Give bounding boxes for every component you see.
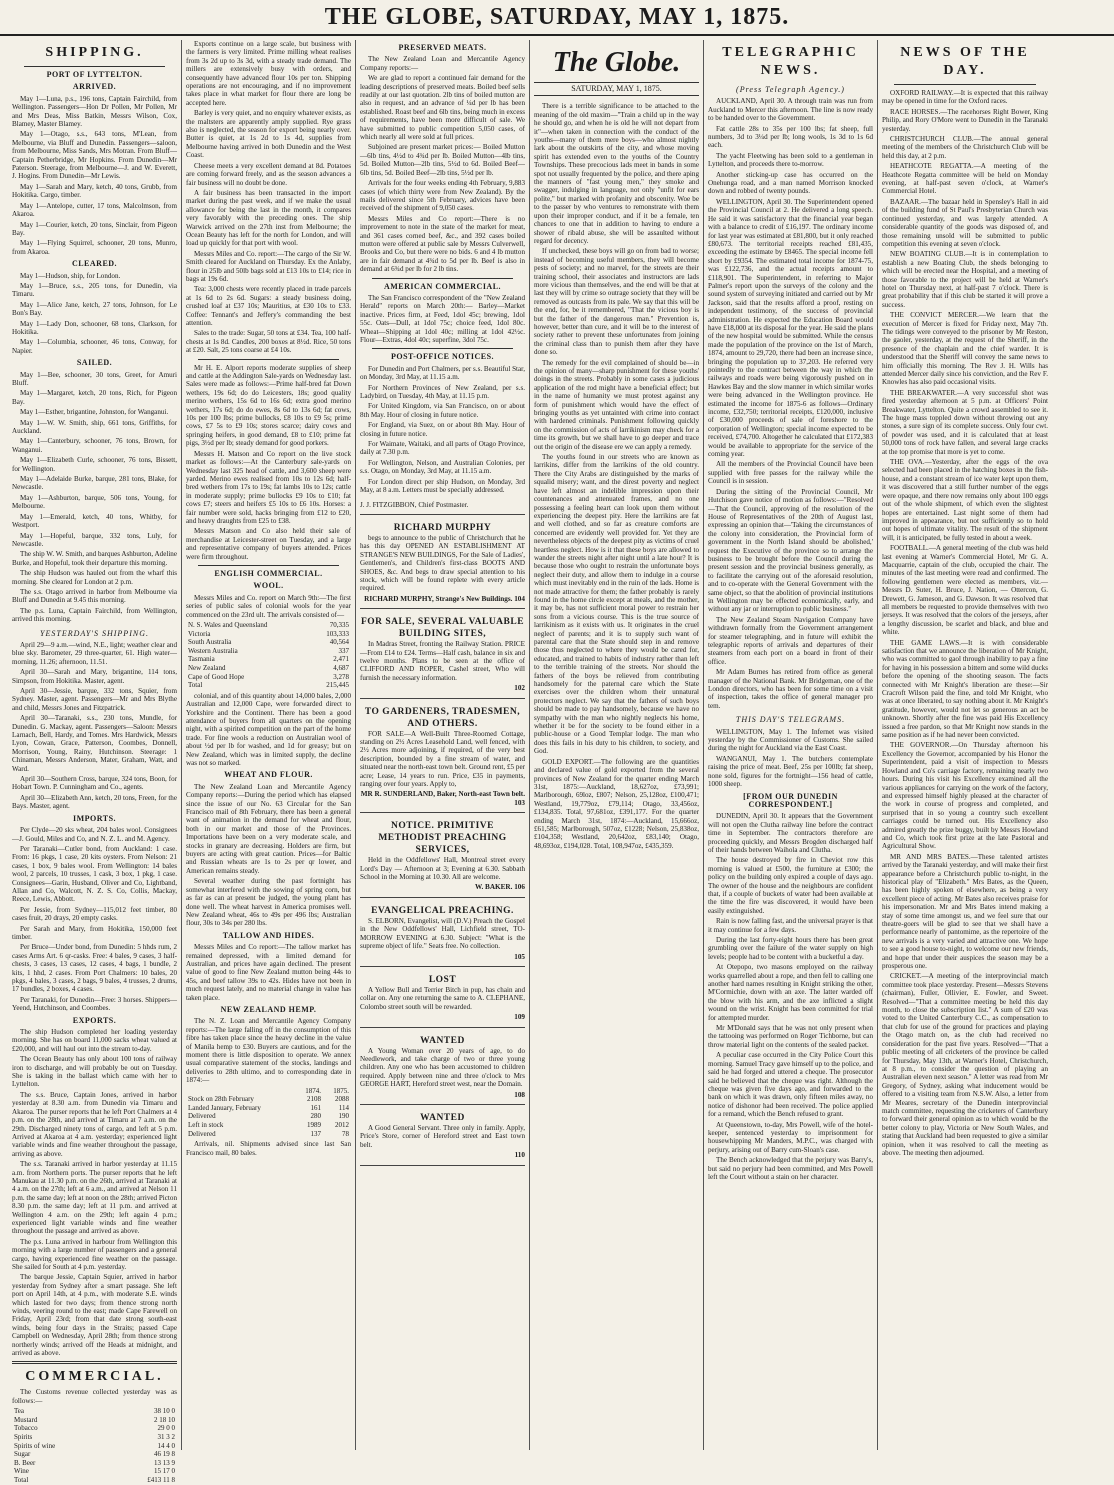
hemp-1874: 2108 — [306, 1095, 321, 1104]
paragraph: May 1—Emerald, ketch, 40 tons, Whitby, for Westport. — [12, 512, 177, 530]
paragraph: CHRISTCHURCH CLUB.—The annual general meeting of the members of the Christchurch Club will be held this day, at 2 p.m. — [882, 135, 1048, 160]
paragraph: May 1—Otago, s.s., 643 tons, M'Lean, from Melbourne, via Bluff and Dunedin. Passengers—saloon, from Melbourne, Miss Sands, Mrs Motran. From Bluff—Captain Petherbridge, Mr Hopkins. From Dunedin—Mr Paterson. Steerage, from Melbourne—J. and W. Everett, J. Hogins. From Dunedin—Mr Lewis. — [12, 130, 177, 181]
paragraph: Subjoined are present market prices:— Boiled Mutton—6lb tins, 4½d to 4¾d per lb. Boiled Mutton—4lb tins, 5d. Boiled Mutton—2lb tins, 5½d to 6d. Boiled Beef—6lb tins, 5d. Boiled Beef—2lb tins, 5½d per lb. — [360, 143, 525, 177]
customs-amount: 46 19 8 — [154, 1450, 175, 1459]
paragraph: The New Zealand Steam Navigation Company have withdrawn formally from the Government arrangement for steamer telegraphing, and in future will exhibit the telegraphic reports of arrivals and departures of their steamers from each port on a board in front of their office. — [708, 615, 873, 666]
customs-item: Wine — [14, 1467, 29, 1476]
wool-text: colonial, and of this quantity about 14,000 bales, 2,000 Australian and 12,000 Cape, were forwarded direct to Yorkshire and the Continent. There has been a good attendance of buyers from all quarters on the opening night, with a spirited competition on the part of the home trade. For fine wools a reduction on Australian wool of about ½d per lb for washed, and 1d for greasy; but on New Zealand, which was in limited supply, the decline was not so marked. — [186, 691, 351, 767]
page-columns — [8, 40, 1106, 1485]
paragraph: For England, via Suez, on or about 8th May. Hour of closing in future notice. — [360, 421, 525, 438]
wool-bales: 337 — [338, 646, 349, 655]
table-row — [186, 1104, 351, 1113]
paragraph: For Northern Provinces of New Zealand, per s.s. Ladybird, on Tuesday, 4th May, at 11.15 p.m. — [360, 383, 525, 401]
wool-bales: 103,333 — [326, 629, 349, 638]
customs-item: Mustard — [14, 1415, 38, 1424]
divider — [198, 565, 339, 566]
ad-title: FOR SALE, SEVERAL VALUABLE BUILDING SITES, — [360, 617, 525, 640]
ad-signature: 108 — [514, 1090, 525, 1099]
ad-body: begs to announce to the public of Christchurch that he has this day OPENED AN ESTABLISHMENT AT STRANGE'S NEW BUILDINGS, For the Sale of Ladies', Gentlemen's, and Children's first-class BOOTS AND SHOES, &c. And begs to draw special attention to his stock, which will be found replete with every article required. — [360, 533, 525, 593]
paragraph: For London direct per ship Hudson, on Monday, 3rd May, at 8 a.m. Letters must be specially addressed. — [360, 477, 525, 495]
table-row — [186, 1130, 351, 1139]
wool-bales: 3,278 — [333, 672, 349, 681]
paragraph: There is a terrible significance to be attached to the meaning of the old maxim—"Train a child up in the way he should go, and when he is old he will not depart from it"—when taken in connection with the conduct of the youths—many of them mere boys—who almost nightly lark about the outskirts of the city, and whose moving spirit has extended even to the youths of the Country Townships. These precocious lads meet in bands in some spot not usually frequented by the police, and there aping the manners of "fast young men," they smoke and swagger, indulging in language, not only "unfit for ears polite," but marked with profanity and obscenity. Woe be to the passer by who ventures to remonstrate with them upon their improper conduct, and if it be a female, ten chances to one that in addition to having to endure a shower of ribald abuse, she will be assaulted without regard for decency. — [534, 102, 699, 245]
paragraph: Rain is now falling fast, and the universal prayer is that it may continue for a few days. — [708, 917, 874, 934]
paragraph: April 29—9 a.m.—wind, N.E., light; weather clear and blue sky. Barometer, 29 three-quarter, 61. High water—morning, 11.26; afternoon, 11.51. — [12, 640, 177, 666]
customs-item: Tobacco — [14, 1424, 38, 1433]
paragraph: THE GAME LAWS.—It is with considerable satisfaction that we announce the liberation of Mr Knight, who was committed to gaol through inability to pay a fine for having in his possession a bittern and some wild ducks before the opening of the shooting season. The facts connected with Mr Knight's liberation are these:—Sir Cracroft Wilson paid the fine, and told Mr Knight, who was at once liberated, to say nothing about it. Mr Knight's gratitude, however, would not let so generous an act be unknown. Shortly after the fine was paid His Excellency issued a free pardon, so that Mr Knight now stands in the same position as if he had never been convicted. — [882, 638, 1048, 740]
table-row — [186, 647, 351, 656]
wool-bales: 70,335 — [329, 621, 349, 629]
hemp-1875: 190 — [338, 1112, 349, 1121]
paragraph: THE BREAKWATER.—A very successful shot was fired yesterday afternoon at 5 p.m. at Officers' Point Breakwater, Lyttelton. Quite a crowd assembled to see it. The huge mass toppled down without throwing out any stones, a sure sign of its complete success. Only four cwt. of powder was used, and it is calculated that at least 50,000 tons of rock have fallen, and several large cracks at the top promise that more is yet to come. — [882, 388, 1048, 456]
editorial-column — [530, 40, 704, 1450]
notices-column — [356, 40, 530, 1450]
wheat-text: The New Zealand Loan and Mercantile Agency Company reports:—During the period which has elapsed since the issue of our No. 63 Circular for the San Francisco mail of 8th February, there has been a general want of animation in the demand for wheat and flour, both in our market and those of the Provinces. Importations have been on a very moderate scale, and stocks in granary are decreasing. Holders are firm, but buyers are acting with great caution. Prices—for Baltic and Russian wheats are 1s to 2s per qr lower, and American remains steady. — [186, 782, 351, 875]
yesterday-list — [12, 641, 177, 811]
hemp-label: Landed January, February — [188, 1103, 261, 1112]
hemp-col-label — [186, 1087, 295, 1096]
customs-item: Spirits of wine — [14, 1441, 56, 1450]
paragraph: May 1—Hudson, ship, for London. — [20, 271, 121, 280]
divider — [12, 1361, 177, 1364]
dunedin-news — [708, 812, 873, 1181]
paragraph: May 1—Antelope, cutter, 17 tons, Malcolmson, from Akaroa. — [12, 201, 177, 219]
paragraph: A peculiar case occurred in the City Police Court this morning. Samuel Tracy gave himself up to the police, and said he had forged and uttered a cheque. The prosecutor said he believed that the cheque was right. Although the cheque was given five days ago, and forwarded to the bank on which it was drawn, only fifteen miles away, no notice of dishonor had been received. The police applied for a remand, which the Bench refused to grant. — [708, 1051, 873, 1119]
paragraph: Mr Adam Burnes has retired from office as general manager of the National Bank. Mr Bridgeman, one of the London directors, who has been for some time on a visit of inspection, takes the office of general manager pro tem. — [708, 668, 873, 710]
paragraph: Arrivals for the four weeks ending 4th February, 9,883 cases (of which thirty were from New Zealand). By the mails delivered since 5th February, advices have been received of the shipment of 9,050 cases. — [360, 179, 525, 213]
advertisement — [360, 901, 525, 967]
yesterday-heading: YESTERDAY'S SHIPPING. — [40, 628, 149, 638]
hemp-1875: 2012 — [335, 1121, 349, 1129]
customs-amount: £413 11 8 — [147, 1476, 175, 1485]
table-row — [12, 1459, 177, 1468]
customs-amount: 15 17 0 — [154, 1467, 175, 1476]
paragraph: May 1—Lady Don, schooner, 68 tons, Clarkson, for Hokitika. — [12, 319, 177, 336]
table-row — [12, 1467, 177, 1476]
customs-amount: 13 13 9 — [154, 1458, 175, 1467]
ad-signature: 109 — [514, 1013, 525, 1022]
paragraph: The s.s. Bruce, Captain Jones, arrived in harbor yesterday at 8.30 a.m. from Dunedin via Timaru and Akaroa. The purser reports that he left Port Chalmers at 4 p.m. on the 28th, and arrived at Timaru at 7 a.m. on the 29th. Discharged ninety tons of cargo, and left at 5 p.m. Arrived at Akaroa at 4 a.m. yesterday; experienced light variable winds and fine weather throughout the passage, arriving as above. — [12, 1090, 177, 1158]
customs-amount: 2 18 10 — [154, 1415, 175, 1424]
table-row — [186, 1095, 351, 1104]
paragraph: April 30—Sarah and Mary, brigantine, 114 tons, Simpson, from Hokitika. Master, agent. — [12, 668, 177, 685]
customs-amount: 38 10 0 — [154, 1407, 175, 1416]
news-heading: NEWS OF THE DAY. — [900, 45, 1030, 78]
tallow-text: Messrs Miles and Co report:—The tallow market has remained depressed, with a limited demand for Australian, and prices have again declined. The present value of good to fine New Zealand mutton being 44s to 45s, and beef tallow 39s to 42s. Hides have not been in much request lately, and no material change in value has taken place. — [186, 943, 351, 1002]
paragraph: CRICKET.—A meeting of the interprovincial match committee took place yesterday. Present—Messrs Stevens (chairman), Fuller, Ollivier, E. Fowler, and Sweet. Resolved—"That a committee meeting be held this day month, to close the subscription list." A sum of £20 was voted to the United Canterbury C.C., as compensation to that club for use of the ground for practices and playing the Otago match on, as the club had received no consideration for the past five years. Resolved—"That a public meeting of all cricketers of the province be called for Thursday, May 13th, at Warner's Hotel, Christchurch, at 8 p.m., to consider the question of playing an Australian eleven next season." A letter was read from Mr Gregory, of Sydney, asking what inducement would be offered to a visiting team from N.S.W. Also, a letter from Mr Meares, secretary of the Dunedin interprovincial match committee, requesting the cricketers of Canterbury to forward their general opinion as to which would be the better colony to play, Victoria or New South Wales, and stating that Auckland had been requested to give a similar opinion, when it was resolved to call the meeting as above. The meeting then adjourned. — [882, 972, 1048, 1157]
divider — [372, 348, 513, 349]
wool-colony: Western Australia — [188, 646, 238, 655]
customs-intro: The Customs revenue collected yesterday was as follows:— — [12, 1388, 177, 1405]
american-heading: AMERICAN COMMERCIAL. — [383, 281, 502, 291]
ad-body: A Good General Servant. Three only in family. Apply, Price's Store, corner of Hereford street and East town belt. — [360, 1123, 525, 1149]
paragraph: During the last forty-eight hours there has been great grumbling over the failure of the water supply on high levels; people had to be content with a bucketful a day. — [708, 936, 873, 961]
customs-item: Spirits — [14, 1433, 33, 1442]
paragraph: Mr M'Donald says that he was not only present when the tattooing was performed on Roger Tichborne, but can throw material light on the contents of the sealed packet. — [708, 1024, 873, 1049]
paragraph: THE GOVERNOR.—On Thursday afternoon his Excellency the Governor, accompanied by his Honor the Superintendent, paid a visit of inspection to Messrs Howland and Co's carriage factory, remaining nearly two hours. During his visit his Excellency examined all the various appliances for carrying on the work of the factory, and expressed himself highly pleased at the character of the work in course of progress and completed, and surprised that in so young a country such excellent carriages could be turned out. His Excellency also admired greatly the prize buggy, built by Messrs Howland and Co, which took first prize at the late Pastoral and Agricultural Show. — [882, 741, 1048, 851]
ad-body: FOR SALE—A Well-Built Three-Roomed Cottage, standing on 2½ Acres Leasehold Land, well fenced, with 2½ Acres more adjoining, if required, of the very best description, bounded by a fine stream of water, and situated near the north-east town belt. Ground rent, £5 per acre; Lease, 14 years to run. Price, £35 in payments, ranging over four years. Apply to, — [360, 729, 525, 789]
customs-amount: 31 3 2 — [157, 1433, 175, 1442]
hemp-1874: 161 — [310, 1103, 321, 1112]
paragraph: AUCKLAND, April 30. A through train was run from Auckland to Mercer this afternoon. The line is now ready to be handed over to the Government. — [708, 97, 873, 123]
hemp-text: The N. Z. Loan and Mercantile Agency Company reports:—The large falling off in the consumption of this fibre has taken place since the heavy decline in the value of Manila hemp to £30. Buyers are cautious, and for the moment there is little disposition to operate. We annex usual comparative statement of the stocks, landings and deliveries to 28th ultimo, and to corresponding date in 1874:— — [186, 1017, 351, 1085]
hemp-footer: Arrivals, nil. Shipments advised since last San Francisco mail, 80 bales. — [186, 1140, 351, 1157]
paragraph: At Otepopo, two masons employed on the railway works quarrelled about a rope, and then fell to calling one another hard names resulting in Knight striking the other, M'Cormichie, down with an axe. The latter warded off the blow with his arm, and the axe inflicted a slight wound on the wrist. Knight has been committed for trial for attempted murder. — [708, 963, 873, 1022]
hemp-1874: 137 — [310, 1129, 321, 1138]
american-text: The San Francisco correspondent of the "New Zealand Herald" reports on March 20th:— Barley—Market inactive. Prices firm, at Feed, 1dol 45c; brewing, 1dol 55c. Oats—Dull, at 1dol 75c; choice feed, 1dol 80c. Wheat—Shipping at 1dol 40c; milling at 1dol 42½c. Flour—Extras, 4dol 40c; superfine, 3dol 75c. — [360, 293, 525, 344]
ad-body: In Madras Street, fronting the Railway Station. PRICE—From £14 to £24. Terms—Half cash, balance in six and twelve months. Plans to be seen at the office of CLIFFORD AND ROPER, Cashel street, Who will furnish the necessary information. — [360, 640, 525, 682]
arrived-list — [12, 95, 177, 256]
wool-bales: 215,445 — [326, 681, 349, 690]
paragraph: Per Taranaki, for Dunedin—Free: 3 horses. Shippers—Yeend, Hutchinson, and Coombes. — [12, 995, 177, 1013]
customs-amount: 29 0 0 — [157, 1424, 175, 1433]
table-row — [12, 1407, 177, 1416]
english-commercial-heading: ENGLISH COMMERCIAL. — [214, 568, 323, 578]
advertisement — [360, 612, 525, 698]
paragraph: The remedy for the evil complained of should be—in the opinion of many—sharp punishment for these youths' doings in the streets. Probably in some cases a judicious application of the rod might have a beneficial effect; but in the name of humanity we must protest against any form of punishment which would have the effect of bringing youths as yet untainted with crime into contact with hardened criminals. Punishment following quickly on the commission of acts of larrikinism may check for a time its growth, but we shall have to go deeper and trace out the origin of the disease ere we can apply a remedy. — [534, 358, 699, 451]
telegraph-news — [708, 97, 873, 710]
paragraph: WELLINGTON, April 30. The Superintendent opened the Provincial Council at 2. He delivered a long speech. He said it was satisfactory that the financial year began with a balance to credit of £16,197. The ordinary income for last year was estimated at £81,800, but it only reached £80,673. The territorial receipts reached £81,435, exceeding the estimate by £8465. The special income fell short by £9354. The estimated total income for 1874-75, was £122,736, and the actual receipts amount to £118,901. The Superintendent, in referring to Major Palmer's report upon the surveys of the colony and the sound system of surveying initiated and carried out by Mr Jackson, said that the results afford a proof, resting on independent testimony, of the success of provincial administration. He expected the Education Board would have £18,000 at its disposal for the year. He said the plans of the new hospital would be submitted. While the census made the population of the province on the 1st of March, 1874, amount to 29,720, there had been an increase since, bringing the population up to 37,203. He referred very pointedly to the contract between the way in which the railways and roads were being vigorously pushed on in Hawkes Bay and the slow manner in which similar works were being advanced in the Wellington province. He estimated the income for 1875-6 as follows—Ordinary income, £32,750; territorial receipts, £120,000, inclusive of £30,000 proceeds of sale of foreshore to the corporation of Wellington; special income expected to be received, £74,700. Altogether he calculated that £172,383 would be available to appropriate for the service of the coming year. — [708, 197, 873, 459]
paragraph: May 1—Alice Jane, ketch, 27 tons, Johnson, for Le Bon's Bay. — [12, 300, 177, 318]
paragraph: May 1—W. W. Smith, ship, 661 tons, Griffiths, for Auckland. — [12, 418, 177, 436]
paragraph: BAZAAR.—The bazaar held in Spensley's Hall in aid of the building fund of St Paul's Presbyterian Church was continued yesterday, and was largely attended. A considerable quantity of the goods was disposed of, and those remaining unsold will be submitted to public competition this evening at seven o'clock. — [882, 197, 1048, 248]
paragraph: Cheese meets a very excellent demand at 8d. Potatoes are coming forward freely, and as the season advances a fair business will no doubt be done. — [186, 161, 351, 187]
paragraph: Messrs Matson and Co also held their sale of merchandise at Leicester-street on Tuesday, and a large and representative company of buyers attended. Prices were firm throughout. — [186, 527, 351, 561]
wool-bales: 4,687 — [333, 663, 349, 672]
wool-colony: Victoria — [188, 629, 211, 638]
advertisement — [360, 702, 525, 814]
hemp-1875: 114 — [338, 1103, 349, 1112]
wool-bales: 2,471 — [333, 655, 349, 664]
cleared-list — [12, 272, 177, 356]
hemp-label: Delivered — [188, 1112, 216, 1121]
ad-title: RICHARD MURPHY — [393, 522, 492, 533]
hemp-1875: 2088 — [335, 1095, 349, 1104]
editorial-dateline: SATURDAY, MAY 1, 1875. — [534, 82, 699, 96]
paragraph: The s.s. Otago arrived in harbor from Melbourne via Bluff and Dunedin at 9.45 this morning. — [12, 587, 177, 605]
advertisement — [360, 970, 525, 1028]
telegrams-list — [708, 728, 873, 789]
ad-body: A Yellow Bull and Terrier Bitch in pup, has chain and collar on. Any one returning the same to A. CLEPHANE, Colombo street south will be rewarded. — [360, 985, 525, 1011]
paragraph: Per Bruce—Under bond, from Dunedin: 5 hhds rum, 2 cases Arms Art. 6 qr-casks. Free: 4 bales, 9 cases, 3 half-chests, 3 cases, 13 cases, 12 cases, 4 bags, 1 bundle, 2 kits, 1 hhd, 2 cases. From Port Chalmers: 10 bales, 20 pkgs, 4 bales, 3 cases, 2 bags, 9 bales, 4 trusses, 2 drums, 17 bundles, 2 boxes, 4 cases. — [12, 943, 177, 994]
paragraph: The New Zealand Loan and Mercantile Agency Company reports:— — [360, 55, 525, 72]
table-row — [186, 621, 351, 630]
masthead: THE GLOBE, SATURDAY, MAY 1, 1875. — [0, 0, 1114, 36]
customs-amount: 14 4 0 — [157, 1441, 175, 1450]
advertisements — [360, 518, 525, 1166]
wool-bales: 40,564 — [329, 638, 349, 647]
paragraph: Sales to the trade: Sugar, 50 tons at £34. Tea, 100 half-chests at 1s 8d. Candles, 200 boxes at 8½d. Rice, 50 tons at £20. Salt, 25 tons coarse at £4 10s. — [186, 329, 351, 355]
tallow-label: TALLOW AND HIDES. — [222, 930, 315, 940]
paragraph: May 1—Bee, schooner, 30 tons, Greet, for Amuri Bluff. — [12, 370, 177, 387]
paragraph: NEW BOATING CLUB.—It is in contemplation to establish a new Boating Club, the sheds belonging to which will be erected near the Hospital, and a meeting of those favorable to the project will be held at Warner's hotel on Thursday next, at half-past 7 o'clock. There is great probability that if this club be started it will prove a success. — [882, 250, 1048, 309]
table-row — [186, 681, 351, 690]
paragraph: The Bench acknowledged that the perjury was Barry's, but said no perjury had been committed, and Mrs Powell left the Court without a stain on her character. — [708, 1156, 873, 1181]
news-items — [882, 89, 1048, 1157]
paragraph: Messrs H. Matson and Co report on the live stock market as follows:—At the Canterbury sale-yards on Wednesday last 325 head of cattle, and 3,600 sheep were yarded. Merino ewes realised from 10s to 12s 6d; half-bred wethers from 17s to 19s; fat lambs 10s to 12s; cattle in moderate supply; prime bullocks £9 10s to £10; fat cows £7; steers and heifers £5 10s to £6 10s. Horses: a fair number were sold, hacks bringing from £12 to £20, and heavy draughts from £25 to £38. — [186, 449, 351, 525]
ad-signature: MR R. SUNDERLAND, Baker, North-east Town belt. 103 — [360, 790, 525, 807]
ad-title: WANTED — [420, 1112, 465, 1123]
paragraph: May 1—Flying Squirrel, schooner, 20 tons, Munro, from Akaroa. — [12, 239, 177, 256]
table-row — [12, 1450, 177, 1459]
press-agency: (Press Telegraph Agency.) — [736, 85, 845, 94]
sailed-list — [12, 371, 177, 549]
cleared-label: CLEARED. — [71, 259, 118, 269]
paragraph: The barque Jessie, Captain Squier, arrived in harbor yesterday from Sydney after a smart passage. She left port on April 14th, at 4 p.m., with moderate S.E. winds which lasted for two days; from thence strong north winds, veering round to the east; made Cape Farewell on Friday, April 23rd; from that date strong south-east winds, being four days in the Straits; passed Cape Campbell on Wednesday, April 28th; from thence strong northerly winds; arrived off the Heads at midnight, and arrived as above. — [12, 1273, 177, 1358]
shipping-column — [8, 40, 182, 1485]
paragraph: May 1—Ashburton, barque, 506 tons, Young, for Melbourne. — [12, 493, 177, 511]
paragraph: Barley is very quiet, and no enquiry whatever exists, as the maltsters are apparently amply supplied. Rye grass also is neglected, the season for export being nearly over. Butter is quiet, at 1s 2d to 1s 4d, supplies from Melbourne having arrived in both Dunedin and the West Coast. — [186, 109, 352, 160]
table-row — [186, 630, 351, 639]
customs-table — [12, 1407, 177, 1484]
hemp-label: Left in stock — [188, 1121, 224, 1129]
paragraph: MR AND MRS BATES.—These talented artistes arrived by the Taranaki yesterday, and will make their first appearance before a Christchurch public to-night, in the historical play of "Elizabeth." Mrs Bates, as the Queen, has been highly spoken of elsewhere, as being a very excellent piece of acting. Mr Bates also receives praise for his impersonation. Mr and Mrs Bates intend making a stay of some time amongst us, and we feel sure that our theatre-goers will be glad to see that we shall have a performance nearly of pantomime, as the repertoire of the new arrivals is a very varied and attractive one. We hope to see a good house to-night, to welcome our new friends, and hope that under their auspices the season may be a prosperous one. — [882, 852, 1048, 971]
hemp-label: NEW ZEALAND HEMP. — [220, 1004, 317, 1014]
paragraph: WELLINGTON, May 1. The Infernet was visited yesterday by the Commissioner of Customs. She sailed during the night for Auckland via the East Coast. — [708, 727, 873, 753]
wool-colony: Total — [188, 681, 203, 690]
divider — [894, 84, 1036, 85]
ad-title: TO GARDENERS, TRADESMEN, AND OTHERS. — [364, 706, 521, 729]
table-row — [186, 673, 351, 682]
wheat-text-2: Several weather during the past fortnight has somewhat interfered with the sowing of spring corn, but as far as can at present be judged, the young plant has done well. The wheat harvest in America promises well. New Zealand wheat, 46s to 49s per 496 lbs; Australian flour, 30s to 34s per 280 lbs. — [186, 877, 351, 928]
shipping-notes — [12, 550, 177, 623]
paragraph: THE CONVICT MERCER.—We learn that the execution of Mercer is fixed for Friday next, May 7th. The tidings were conveyed to the prisoner by Mr Reston, the gaoler, yesterday, at the request of the Sheriff, in the presence of the chaplain and the chief warder. It is understood that the Sheriff will convey the same news to him officially this morning. The Rev J. H. Wills has attended Mercer daily since his conviction, and the Rev F. Knowles has also paid occasional visits. — [882, 311, 1048, 387]
paragraph: April 30—Southern Cross, barque, 324 tons, Boon, for Hobart Town. P. Cunningham and Co., agents. — [12, 775, 177, 792]
paragraph: DUNEDIN, April 30. It appears that the Government will not open the Clutha railway line before the contract time in September. The contractors therefore are proceeding quickly, and Messrs Brogden discharged half of their hands between Waihola and Clutha. — [708, 812, 873, 854]
imports-label: IMPORTS. — [72, 813, 117, 823]
paragraph: The ship Hudson was hauled out from the wharf this morning. She cleared for London at 2 p.m. — [12, 569, 177, 586]
paragraph: We are glad to report a continued fair demand for the leading descriptions of preserved meats. Boiled beef sells readily at our last quotation. 2lb tins of boiled mutton are also in request, and an advance of ¼d per lb has been established. Roast beef and 6lb tins, being much in excess of requirements, have been more difficult of sale. We have submitted to public competition 5,050 cases, of which nearly all were sold at full prices. — [360, 74, 525, 142]
paragraph: April 30—Taranaki, s.s., 230 tons, Mundle, for Dunedin. G. Mackay, agent. Passengers—Saloon: Messrs Larnach, Bell, Hardy, and Tomes. Mrs Hardwick, Messrs Lyon, Cowan, Grace, Patterson, Coombes, Donnell, Morrison, Young, Rainy, Hutchinson. Steerage: 1 Chinaman, Messrs Anderson, Mater, Graham, Watt, and Ward. — [12, 714, 177, 773]
telegraph-heading: TELEGRAPHIC NEWS. — [722, 45, 859, 78]
divider — [24, 66, 165, 67]
paragraph: HEATHCOTE REGATTA.—A meeting of the Heathcote Regatta committee will be held on Monday evening, at half-past seven o'clock, at Warner's Commercial Hotel. — [882, 162, 1048, 196]
imports-list — [12, 826, 177, 1013]
ad-title: EVANGELICAL PREACHING. — [371, 905, 514, 916]
paragraph: For Dunedin and Port Chalmers, per s.s. Beautiful Star, on Monday, 3rd May, at 11.15 a.m. — [360, 364, 525, 382]
hemp-1874: 1989 — [306, 1121, 321, 1129]
dunedin-heading: [FROM OUR DUNEDIN CORRESPONDENT.] — [743, 791, 838, 809]
ad-body: Held in the Oddfellows' Hall, Montreal street every Lord's Day — Afternoon at 3; Evening at 6.30. Sabbath School in the Morning at 10.30. All are welcome. — [360, 856, 525, 882]
paragraph: Messrs Miles and Co report:—There is no improvement to note in the state of the market for meat, and 361 cases corned beef, &c., and 392 cases boiled mutton were offered at public sale by Messrs Culverwell, Brooks and Co, but there were no bids. 6 and 4 lb mutton are in fair demand at 4¾d to 5d per lb. Beef is also in demand at 6¾d per lb for 2 lb tins. — [360, 214, 525, 274]
table-row — [12, 1442, 177, 1451]
wool-label: WOOL. — [253, 581, 284, 591]
exports-label: EXPORTS. — [72, 1015, 117, 1025]
wheat-label: WHEAT AND FLOUR. — [224, 770, 313, 780]
paragraph: April 30—Jessie, barque, 332 tons, Squier, from Sydney. Master, agent. Passengers—Mr and Mrs Blythe and child, Messrs Jones and Fitzpatrick. — [12, 687, 177, 712]
divider — [372, 278, 513, 279]
hemp-label: Stock on 28th February — [188, 1095, 254, 1104]
shipping-heading: SHIPPING. — [45, 45, 144, 60]
editorial-text — [534, 102, 699, 850]
paragraph: April 30—Elizabeth Ann, ketch, 20 tons, Freen, for the Bays. Master, agent. — [12, 793, 177, 811]
table-row — [12, 1424, 177, 1433]
globe-title: The Globe. — [552, 47, 681, 78]
customs-item: Tea — [14, 1407, 25, 1416]
post-notices — [360, 365, 525, 495]
paragraph: For Waimate, Waitaki, and all parts of Otago Province, daily at 7.30 p.m. — [360, 440, 525, 457]
paragraph: If unchecked, these boys will go on from bad to worse; instead of becoming useful members, they will become pests of society; and no marvel, for the streets are their training school, their associates and instructors are lads more vicious than themselves, and the end will be that at last they will by crime so outrage society that they will be removed as outcasts from its pale. We say that this will be the end, for, be it remembered, "That the vicious boy is but the father of the dangerous man." Prevention is, however, better than cure, and it will be to the interest of society rather to prevent these unfortunates from joining the criminal class than to punish them after they have done so. — [534, 247, 699, 357]
paragraph: May 1—Margaret, ketch, 20 tons, Rich, for Pigeon Bay. — [12, 389, 177, 406]
table-row — [186, 655, 351, 664]
wool-intro: Messrs Miles and Co. report on March 9th:—The first series of public sales of colonial wools for the year commenced on the 23rd ult. The arrivals consisted of— — [186, 593, 351, 619]
ad-title: LOST — [428, 974, 457, 985]
paragraph: May 1—Canterbury, schooner, 76 tons, Brown, for Wanganui. — [12, 437, 177, 454]
paragraph: May 1—Elizabeth Curle, schooner, 76 tons, Bissett, for Wellington. — [12, 456, 177, 473]
news-of-day-column — [878, 40, 1052, 1450]
paragraph: The yacht Fleetwing has been sold to a gentleman in Lyttelton, and proceeds there to-morrow. — [708, 151, 873, 169]
ad-signature: 102 — [514, 684, 525, 693]
table-row — [12, 1416, 177, 1425]
table-row — [186, 664, 351, 673]
paragraph: Another sticking-up case has occurred on the Onehunga road, and a man named Morrison knocked down and robbed of twenty pounds. — [708, 170, 873, 196]
paragraph: WANGANUI, May 1. The butchers contemplate raising the price of meat. Beef, 25s per 100lb; fat sheep, none sold, figures for the fortnight—156 head of cattle, 1000 sheep. — [708, 754, 873, 789]
ad-body: S. ELBORN, Evangelist, will (D.V.) Preach the Gospel in the New Oddfellows' Hall, Lichfield street, TO-MORROW EVENING at 6.30. Subject: "What is the supreme object of life." Seats free. No collection. — [360, 916, 525, 951]
paragraph: May 1—Luna, p.s., 196 tons, Captain Fairchild, from Wellington. Passengers—Hon Dr Pollen, Mr Pollen, Mr and Mrs Deas, Miss Batkin, Messrs Wilson, Cox, Blamey, Master Blamey. — [12, 94, 177, 129]
advertisement — [360, 1031, 525, 1105]
paragraph: OXFORD RAILWAY.—It is expected that this railway may be opened in time for the Oxford races. — [882, 89, 1048, 106]
hemp-col-1875: 1875. — [333, 1086, 349, 1095]
paragraph: May 1—Adelaide Burke, barque, 281 tons, Blake, for Newcastle. — [12, 475, 177, 492]
sailed-label: SAILED. — [76, 358, 113, 368]
paragraph: GOLD EXPORT.—The following are the quantities and declared value of gold exported from the several provinces of New Zealand for the quarter ending March 31st, 1875:—Auckland, 18,627oz, £73,991; Marlborough, 69loz, £807; Nelson, 25,128oz, £100,471; Westland, 19,779oz, £79,114; Otago, 33,456oz, £134,835. Total, 97,681oz, £391,177. For the quarter ending March 31st, 1874:—Auckland, 15,666oz, £61,585; Marlborough, 507oz, £1228; Nelson, 25,838oz, £104,358; Westland, 20,642oz, £83,140; Otago, 48,693oz, £194,028. Total, 108,947oz, £435,359. — [534, 757, 699, 850]
ad-title: WANTED — [420, 1035, 465, 1046]
paragraph: Per Clyde—20 sks wheat, 204 bales wool. Consignees—J. Gould, Miles and Co, and N. Z. L. and M. Agency. — [12, 826, 177, 843]
paragraph: A fair business has been transacted in the import market during the past week, and if we make the usual allowance for being the last in the month, it compares very favorably with the preceding ones. The ship Warwick arrived on the 27th inst from Melbourne; the Ocean Beauty has left for the north for London, and will load up quickly for that port with wool. — [186, 188, 351, 248]
wool-colony: New Zealand — [188, 663, 226, 672]
table-row — [12, 1433, 177, 1442]
port-heading: PORT OF LYTTELTON. — [46, 70, 143, 79]
paragraph: May 1—Hopeful, barque, 332 tons, Luly, for Newcastle. — [12, 531, 177, 548]
arrived-label: ARRIVED. — [72, 82, 117, 92]
paragraph: May 1—Columbia, schooner, 46 tons, Conway, for Napier. — [12, 338, 177, 355]
exports-list — [12, 1028, 177, 1357]
paragraph: For United Kingdom, via San Francisco, on or about 8th May. Hour of closing in future notice. — [360, 402, 525, 419]
post-heading: POST-OFFICE NOTICES. — [390, 352, 495, 362]
telegrams-heading: THIS DAY'S TELEGRAMS. — [735, 715, 846, 725]
customs-item: Sugar — [14, 1450, 31, 1459]
paragraph: RACE HORSES.—The racehorses Right Bower, King Philip, and Rory O'More went to Dunedin in the Taranaki yesterday. — [882, 107, 1048, 133]
postmaster-signature: J. J. FITZGIBBON, Chief Postmaster. — [360, 497, 525, 515]
grain-report — [186, 40, 351, 355]
paragraph: The ship Hudson completed her loading yesterday morning. She has on board 11,000 sacks wheat valued at £20,000, and will haul out into the stream to-day. — [12, 1028, 177, 1053]
paragraph: At Queenstown, to-day, Mrs Powell, wife of the hotel-keeper, sentenced yesterday to imprisonment for housewhipping Mr Manders, M.P.C., was charged with perjury, arising out of Barry cum-Sloan's case. — [708, 1120, 873, 1154]
hemp-1875: 78 — [342, 1129, 349, 1138]
advertisement — [360, 816, 525, 898]
paragraph: The s.s. Taranaki arrived in harbor yesterday at 11.15 a.m. from Northern ports. The purser reports that he left Manukau at 11.30 p.m. on the 26th, arrived at Taranaki at 4 a.m. on the 27th; left at 6 a.m., and arrived at Nelson 11 p.m. the same day; left at noon on the 28th; arrived Picton 8.30 p.m. the same day; left at 11 p.m. and arrived at Wellington 4 a.m. on the 29th; left again 4 p.m.; experienced light variable winds and fine weather throughout the passage and arrived as above. — [12, 1160, 177, 1236]
paragraph: May 1—Courier, ketch, 20 tons, Sinclair, from Pigeon Bay. — [12, 220, 177, 237]
wool-colony: N. S. Wales and Queensland — [188, 621, 268, 629]
paragraph: The p.s. Luna arrived in harbour from Wellington this morning with a large number of passengers and a general cargo, having experienced fine weather on the passage. She sailed for South at 4 p.m. yesterday. — [12, 1237, 177, 1271]
wool-colony: Cape of Good Hope — [188, 672, 245, 681]
paragraph: Tea: 3,000 chests were recently placed in trade parcels at 1s 6d to 2s 6d. Sugars: a steady business doing, crushed loaf at £37 10s; Mauritius, at £30 10s to £33. Coffee: Tennant's and Jeffery's commanding the best attention. — [186, 285, 351, 327]
paragraph: Per Taranaki—Cutler bond, from Auckland: 1 case. From: 16 pkgs, 1 case, 20 kits oysters. From Nelson: 21 cases, 1 box, 9 bales wool. From Wellington: 14 bales wool, 2 parcels, 10 trusses, 1 cask, 3 box, 1 pkg, 1 case. Consignees—Garin, Husband, Oliver and Co, Lightband, Allan and Co, Walcott, N. Z. S. Co, Collis, Mackay, Reece, Lewis, Abbott. — [12, 844, 177, 904]
paragraph: Per Sarah and Mary, from Hokitika, 150,000 feet timber. — [12, 924, 177, 941]
paragraph: Mr H. E. Alport reports moderate supplies of sheep and cattle at the Addington Sale-yards on Wednesday last. Sales were made as follows:—Prime half-bred fat Down wethers, 19s 6d; do do Leicesters, 18s; good quality merino wethers, 15s 6d to 16s 6d; extra good merino wethers, 17s 6d; do do ewes, 8s 6d to 13s 6d; fat cows, 10s per 100 lbs; prime bullocks, £8 10s to £9 5s; prime cows, £7 5s to £9 10s; stores scarce; dairy cows and springing heifers, in good demand, £8 to £10; prime fat pigs, 3½d per lb; steady demand for good porkers. — [186, 363, 351, 448]
telegraph-column — [704, 40, 878, 1450]
wool-colony: South Australia — [188, 638, 232, 647]
customs-item: B. Beer — [14, 1458, 36, 1467]
paragraph: During the sitting of the Provincial Council, Mr Hutchison gave notice of motion as follows:—"Resolved—That the Council, approving of the resolution of the House of Representatives of the 20th of August last, expressing an opinion that—'Taking the circumstances of the colony into consideration, the Provincial form of government in the North Island should be abolished,' request the Executive of the province so to arrange the business to be brought before the Council during the present session and the provincial business generally, as to facilitate the carrying out of the aforesaid resolution, and to co-operate with the General Government with the same object, so that the abolition of provincial institutions in Wellington may be effected economically, early, and without any jar or interruption to public business." — [708, 487, 873, 614]
hemp-label: Delivered — [188, 1129, 216, 1138]
paragraph: The ship W. W. Smith, and barques Ashburton, Adeline Burke, and Hopeful, took their departure this morning. — [12, 550, 177, 567]
paragraph: All the members of the Provincial Council have been supplied with free passes for the railway while the Council is in session. — [708, 460, 873, 486]
paragraph: FOOTBALL.—A general meeting of the club was held last evening at Warner's Commercial Hotel, Mr G. A. Macquarrie, captain of the club, occupied the chair. The minutes of the last meeting were read and confirmed. The following gentlemen were elected as members, viz.—Messrs D. Suter, H. Bruce, J. Nation, — Ottercon, G. Drewett, G. Jameson, and G. Dawson. It was resolved that all members be requested to provide themselves with two jerseys. It was resolved that the colors of the jerseys, after a lengthy discussion, be scarlet and black, and blue and white. — [882, 544, 1048, 637]
advertisement — [360, 1108, 525, 1166]
advertisement — [360, 518, 525, 609]
paragraph: May 1—Esther, brigantine, Johnston, for Wanganui. — [20, 408, 169, 417]
paragraph: Per Jessie, from Sydney—115,012 feet timber, 80 cases fruit, 20 drays, 20 empty casks. — [12, 905, 177, 923]
paragraph: May 1—Sarah and Mary, ketch, 40 tons, Grubb, from Hokitika. Cargo, timber. — [12, 182, 177, 200]
customs-item: Total — [14, 1476, 29, 1485]
paragraph: The house destroyed by fire in Cheviot row this morning is valued at £500, the furniture at £300; the policy on the building only expired a couple of days ago. The owner of the house and the neighbours are confident that, if a couple of buckets of water had been available at the time the fire was discovered, it would have been easily extinguished. — [708, 856, 873, 915]
ad-body: A Young Woman over 20 years of age, to do Needlework, and take charge of two or three young children. Any one who has been accustomed to children required. Apply between nine and three o'clock to Mrs GEORGE HART, Hereford street west, near the Domain. — [360, 1046, 525, 1089]
meat-heading: PRESERVED MEATS. — [398, 43, 487, 52]
paragraph: The youths found in our streets who are known as larrikins, differ from the larrikins of the old country. There the City Arabs are distinguished by the marks of squalid misery; want, and the direst poverty and neglect have left almost an indelible impression upon their countenances and attenuated frames, and no one possessing a feeling heart can look upon them without experiencing the deepest pity. Here the larrikins are fat and well clothed, and so far as creature comforts are concerned are evidently well provided for. Yet they are nevertheless objects of the deepest pity as victims of cruel heartless neglect. How is it that these boys are allowed to wander the streets night after night until a late hour? It is because those who ought to restrain the unfortunate boys neglect their duty, and allow them to indulge in a course which must inevitably end in the ruin of the lads. Home is not made attractive for them; the father probably is rarely found in the home circle except at meals, and the mother, it may be, has not sufficient moral power to restrain her sons from a vicious course. This is the true source of larrikinism as it exists with us. It originates in the cruel neglect of parents; and it is to supply such want of parental care that the State should step in and remove those thus neglected to where they would be cared for, educated, and trained to habits of industry rather than left to the terrible training of the streets. Nor should the fathers of the boys be relieved from contributing handsomely for the paternal care which the State exercises over the children whom their unnatural protectors neglect. We say that the fathers of such boys should be made to pay handsomely, because we have no sympathy with the man who nightly neglects his home, whether it be for the society to be found either in a public-house or a Good Templar lodge. The man who does this fails in his duty to his children, to society, and God. — [534, 453, 699, 756]
ad-title: NOTICE. PRIMITIVE METHODIST PREACHING SERVICES, — [378, 821, 507, 856]
paragraph: The Ocean Beauty has only about 100 tons of railway iron to discharge, and will probably be out on Tuesday. She is taking in the ballast which came with her to Lyttelton. — [12, 1055, 177, 1089]
hemp-1874: 280 — [310, 1112, 321, 1121]
paragraph: For Wellington, Nelson, and Australian Colonies, per s.s. Otago, on Monday, 3rd May, at 11.15 a.m. — [360, 458, 525, 476]
paragraph: Exports continue on a large scale, but business with the farmers is very limited. Prime milling wheat realises from 3s 2d up to 3s 3d, with a steady trade demand. The millers are extensively busy with orders, and consequently have advanced flour 10s per ton. Shipping operations are not encouraging, and if no improvement takes place in what market for flour there are long be accepted here. — [186, 40, 351, 107]
wool-table — [186, 621, 351, 690]
wool-colony: Tasmania — [188, 655, 215, 664]
paragraph: THE OVA.—Yesterday, after the eggs of the ova selected had been placed in the hatching boxes in the fish-house, and a constant stream of ice water kept upon them, it was discovered that a still further number of the eggs were opaque, and there now remains only about 100 eggs out of the whole shipment, of which even the slightest hopes are entertained. Last night some of them had improved in appearance, but not sufficiently so to hold out hopes of ultimate vitality. The result of the shipment will, it is anticipated, be fully tested in about a week. — [882, 458, 1048, 542]
paragraph: Messrs Miles and Co. report:—The cargo of the Sir W. Smith cleared for Auckland on Thursday. Ex the Anlaby, flour in 25lb and 50lb bags sold at £13 10s to £14; rice in bags at 19s 6d. — [186, 249, 351, 283]
table-row — [186, 1121, 351, 1130]
hemp-col-1874: 1874. — [305, 1086, 321, 1095]
paragraph: The p.s. Luna, Captain Fairchild, from Wellington, arrived this morning. — [12, 606, 177, 624]
commercial-column — [182, 40, 356, 1450]
table-row — [186, 638, 351, 647]
divider — [198, 359, 339, 360]
ad-signature: W. BAKER. 106 — [474, 883, 525, 892]
ad-signature: 105 — [514, 952, 525, 961]
hemp-table — [186, 1087, 351, 1139]
table-row — [186, 1112, 351, 1121]
meat-report — [360, 55, 525, 273]
paragraph: May 1—Bruce, s.s., 205 tons, for Dunedin, via Timaru. — [12, 281, 177, 299]
livestock-report — [186, 364, 351, 561]
table-row — [12, 1476, 177, 1485]
ad-signature: 110 — [514, 1151, 525, 1160]
commercial-heading: COMMERCIAL. — [25, 1369, 164, 1385]
paragraph: Fat cattle 28s to 35s per 100 lbs; fat sheep, full numbers, 3d to 3¼d per lb; long wools, 1s 3d to 1s 6d each. — [708, 124, 873, 150]
ad-signature: RICHARD MURPHY, Strange's New Buildings. 104 — [364, 594, 525, 603]
